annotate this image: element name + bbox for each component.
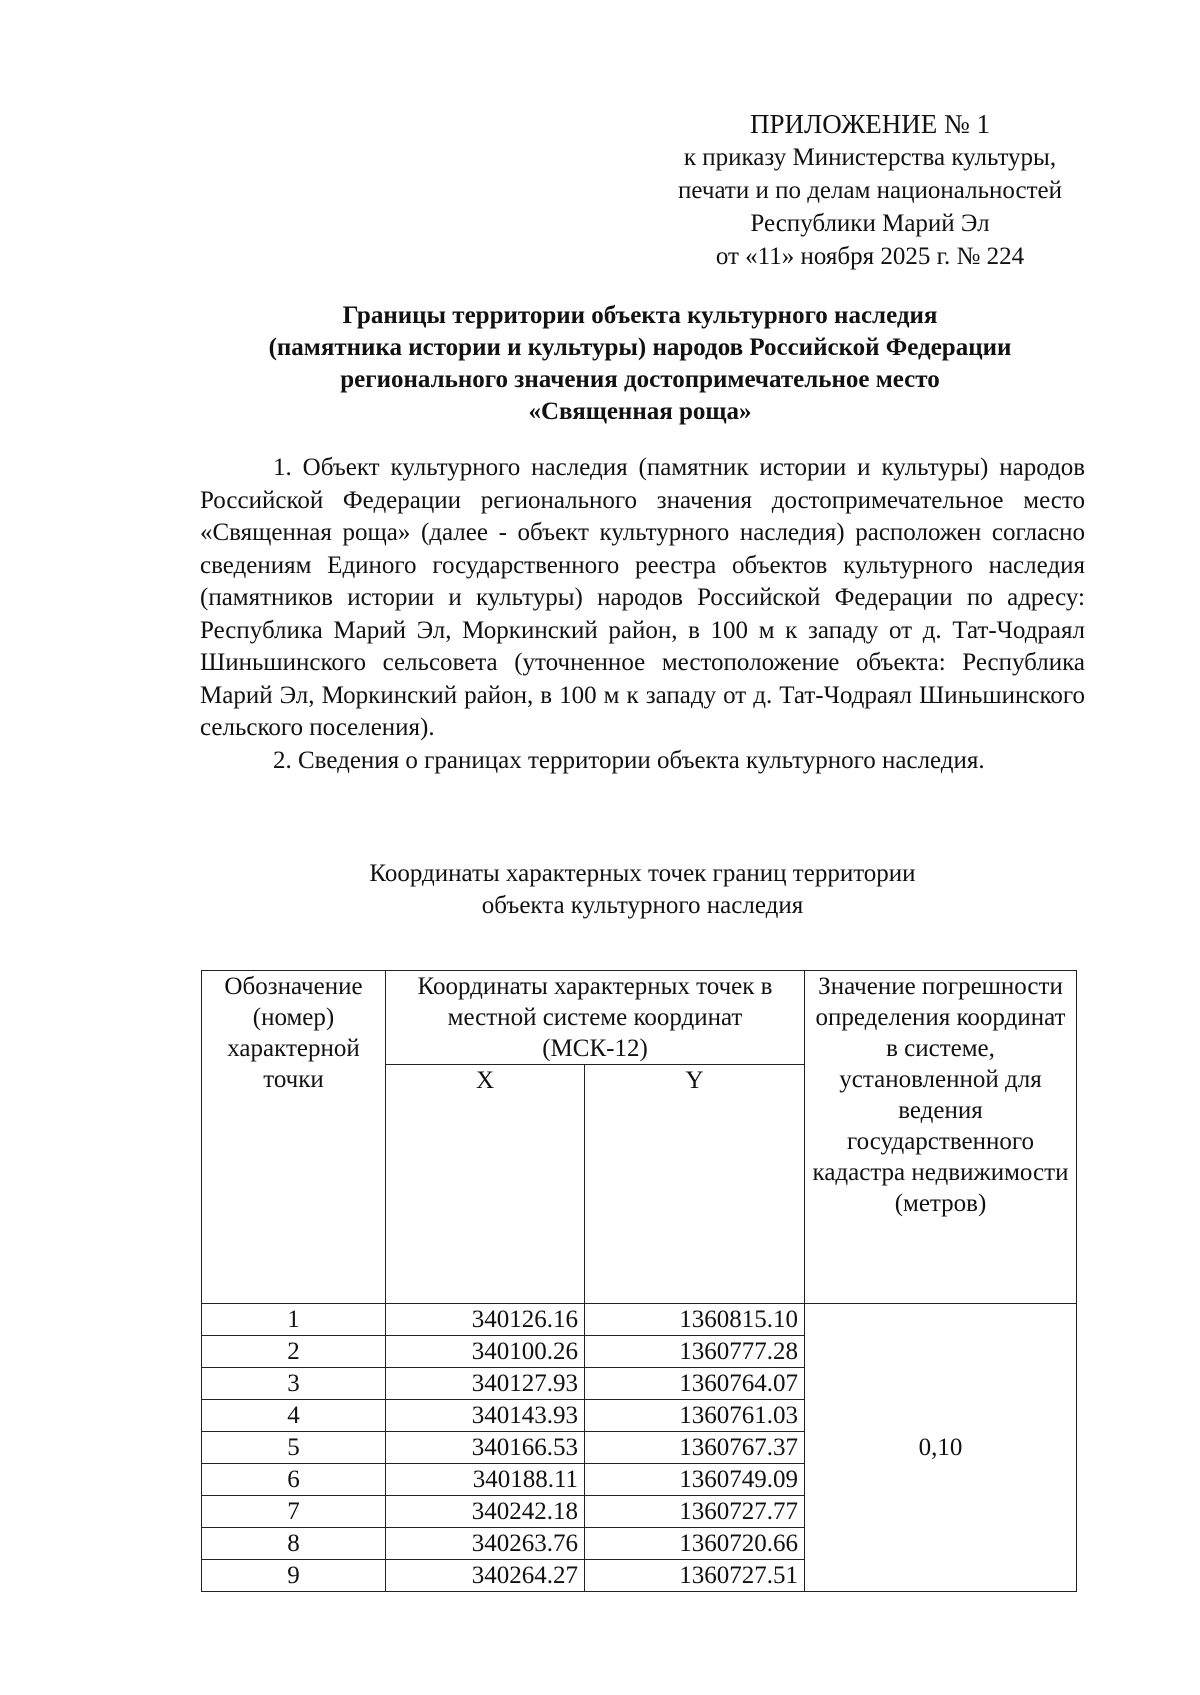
appendix-date-line: от «11» ноября 2025 г. № 224 bbox=[715, 243, 1025, 270]
point-number-cell: 7 bbox=[202, 1496, 386, 1528]
point-number-cell: 1 bbox=[202, 1304, 386, 1336]
coordinates-table bbox=[201, 970, 1077, 1592]
x-coordinate-cell: 340242.18 bbox=[386, 1496, 585, 1528]
y-coordinate-cell: 1360720.66 bbox=[585, 1528, 805, 1560]
x-coordinate-cell: 340100.26 bbox=[386, 1336, 585, 1368]
appendix-heading: ПРИЛОЖЕНИЕ № 1 bbox=[749, 109, 991, 139]
coordinates-title-line-1: Координаты характерных точек границ территории bbox=[369, 860, 916, 887]
appendix-order-line: к приказу Министерства культуры, bbox=[683, 144, 1057, 171]
point-number-cell: 5 bbox=[202, 1432, 386, 1464]
title-line-4: «Священная роща» bbox=[528, 398, 752, 425]
title-line-2: (памятника истории и культуры) народов Российской Федерации bbox=[268, 334, 1012, 361]
y-coordinate-cell: 1360749.09 bbox=[585, 1464, 805, 1496]
point-number-cell: 4 bbox=[202, 1400, 386, 1432]
header-coordinates: Координаты характерных точек в местной системе координат (МСК-12) bbox=[386, 971, 805, 1065]
point-number-cell: 2 bbox=[202, 1336, 386, 1368]
y-coordinate-cell: 1360761.03 bbox=[585, 1400, 805, 1432]
header-y: Y bbox=[585, 1065, 805, 1304]
point-number-cell: 9 bbox=[202, 1560, 386, 1592]
y-coordinate-cell: 1360777.28 bbox=[585, 1336, 805, 1368]
x-coordinate-cell: 340263.76 bbox=[386, 1528, 585, 1560]
y-coordinate-cell: 1360727.51 bbox=[585, 1560, 805, 1592]
title-line-3: регионального значения достопримечательное место bbox=[340, 366, 940, 393]
header-designation: Обозначение (номер) характерной точки bbox=[202, 971, 386, 1304]
title-line-1: Границы территории объекта культурного наследия bbox=[342, 302, 938, 329]
point-number-cell: 8 bbox=[202, 1528, 386, 1560]
coordinates-section-title bbox=[200, 858, 1085, 922]
x-coordinate-cell: 340127.93 bbox=[386, 1368, 585, 1400]
x-coordinate-cell: 340188.11 bbox=[386, 1464, 585, 1496]
appendix-ministry-line: печати и по делам национальностей bbox=[678, 177, 1062, 204]
appendix-block bbox=[640, 108, 1100, 273]
appendix-republic-line: Республики Марий Эл bbox=[750, 210, 990, 237]
x-coordinate-cell: 340126.16 bbox=[386, 1304, 585, 1336]
header-x: X bbox=[386, 1065, 585, 1304]
x-coordinate-cell: 340166.53 bbox=[386, 1432, 585, 1464]
coordinates-title-line-2: объекта культурного наследия bbox=[481, 892, 804, 919]
y-coordinate-cell: 1360727.77 bbox=[585, 1496, 805, 1528]
point-number-cell: 3 bbox=[202, 1368, 386, 1400]
accuracy-value-cell: 0,10 bbox=[805, 1304, 1077, 1592]
table-row bbox=[202, 1304, 1077, 1336]
header-accuracy: Значение погрешности определения координат в системе, установленной для ведения государственного кадастра недвижимости (метров) bbox=[805, 971, 1077, 1304]
y-coordinate-cell: 1360767.37 bbox=[585, 1432, 805, 1464]
y-coordinate-cell: 1360764.07 bbox=[585, 1368, 805, 1400]
x-coordinate-cell: 340143.93 bbox=[386, 1400, 585, 1432]
document-title bbox=[190, 300, 1090, 428]
coordinates-table-body bbox=[202, 1304, 1077, 1592]
y-coordinate-cell: 1360815.10 bbox=[585, 1304, 805, 1336]
point-number-cell: 6 bbox=[202, 1464, 386, 1496]
paragraph-1: 1. Объект культурного наследия (памятник истории и культуры) народов Российской Федерации регионального значения достопримечательное место «Священная роща» (далее - объект культурного наследия) расположен согласно сведениям Единого государственного реестра объектов культурного наследия (памятников истории и культуры) народов Российской Федерации по адресу: Республика Марий Эл, Моркинский район, в 100 м к западу от д. Тат-Чодраял Шиньшинского сельсовета (уточненное местоположение объекта: Республика Марий Эл, Моркинский район, в 100 м к западу от д. Тат-Чодраял Шиньшинского сельского поселения). bbox=[200, 454, 1085, 741]
paragraph-2: 2. Сведения о границах территории объекта культурного наследия. bbox=[273, 746, 985, 774]
body-text bbox=[200, 452, 1085, 777]
x-coordinate-cell: 340264.27 bbox=[386, 1560, 585, 1592]
